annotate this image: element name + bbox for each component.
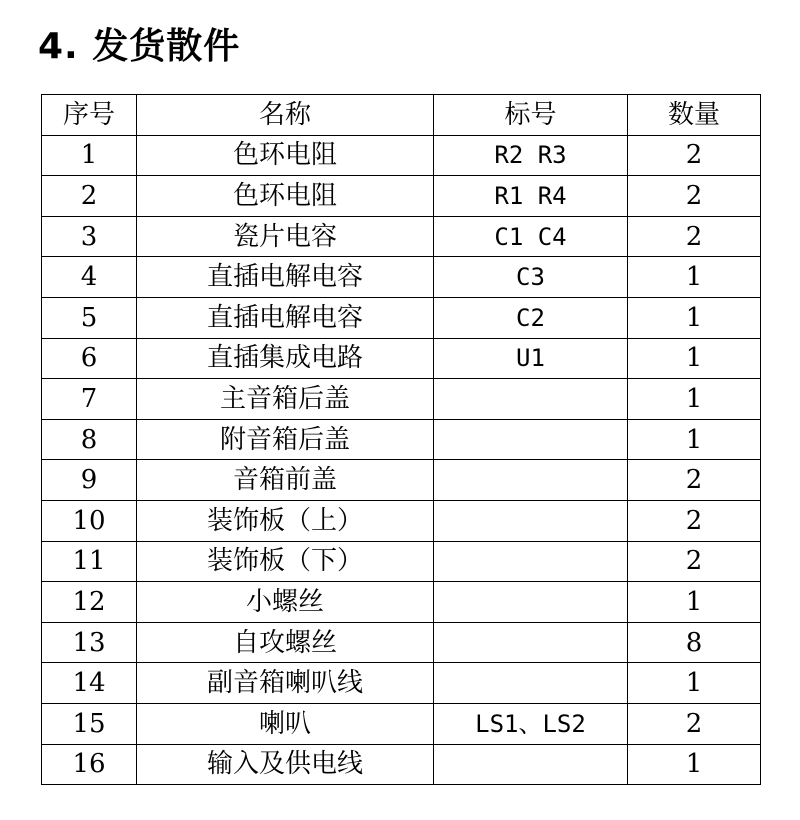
- table-row: [42, 703, 761, 744]
- cell-serial-number: 12: [42, 582, 137, 623]
- cell-name: 直插集成电路: [137, 338, 434, 379]
- table-row: [42, 379, 761, 420]
- cell-name: 直插电解电容: [137, 257, 434, 298]
- cell-quantity: 2: [628, 176, 761, 217]
- table-row: [42, 297, 761, 338]
- cell-quantity: 1: [628, 582, 761, 623]
- cell-quantity: 1: [628, 744, 761, 785]
- cell-serial-number: 13: [42, 622, 137, 663]
- header-serial-number: 序号: [42, 95, 137, 136]
- cell-designator: [434, 582, 628, 623]
- cell-serial-number: 15: [42, 703, 137, 744]
- cell-designator: [434, 541, 628, 582]
- cell-serial-number: 6: [42, 338, 137, 379]
- section-heading: 4. 发货散件: [38, 26, 241, 67]
- cell-quantity: 2: [628, 135, 761, 176]
- parts-table: [41, 94, 761, 785]
- cell-serial-number: 14: [42, 663, 137, 704]
- cell-serial-number: 9: [42, 460, 137, 501]
- cell-name: 直插电解电容: [137, 297, 434, 338]
- cell-quantity: 8: [628, 622, 761, 663]
- cell-serial-number: 7: [42, 379, 137, 420]
- table-row: [42, 744, 761, 785]
- cell-designator: LS1、LS2: [434, 703, 628, 744]
- cell-designator: C2: [434, 297, 628, 338]
- table-row: [42, 338, 761, 379]
- header-name: 名称: [137, 95, 434, 136]
- cell-quantity: 1: [628, 338, 761, 379]
- table-row: [42, 135, 761, 176]
- cell-name: 装饰板（下）: [137, 541, 434, 582]
- cell-designator: [434, 460, 628, 501]
- cell-quantity: 1: [628, 379, 761, 420]
- cell-quantity: 2: [628, 460, 761, 501]
- table-row: [42, 216, 761, 257]
- table-row: [42, 176, 761, 217]
- table-row: [42, 419, 761, 460]
- cell-designator: [434, 663, 628, 704]
- table-row: [42, 663, 761, 704]
- cell-designator: R2 R3: [434, 135, 628, 176]
- cell-quantity: 1: [628, 663, 761, 704]
- cell-quantity: 2: [628, 216, 761, 257]
- cell-name: 输入及供电线: [137, 744, 434, 785]
- table-row: [42, 622, 761, 663]
- cell-name: 主音箱后盖: [137, 379, 434, 420]
- cell-serial-number: 8: [42, 419, 137, 460]
- table-row: [42, 257, 761, 298]
- cell-name: 副音箱喇叭线: [137, 663, 434, 704]
- cell-designator: R1 R4: [434, 176, 628, 217]
- cell-serial-number: 11: [42, 541, 137, 582]
- cell-serial-number: 5: [42, 297, 137, 338]
- cell-designator: [434, 622, 628, 663]
- table-row: [42, 541, 761, 582]
- cell-serial-number: 10: [42, 500, 137, 541]
- cell-serial-number: 3: [42, 216, 137, 257]
- cell-quantity: 2: [628, 500, 761, 541]
- cell-name: 音箱前盖: [137, 460, 434, 501]
- cell-serial-number: 16: [42, 744, 137, 785]
- cell-designator: [434, 744, 628, 785]
- cell-name: 喇叭: [137, 703, 434, 744]
- cell-designator: C1 C4: [434, 216, 628, 257]
- table-row: [42, 460, 761, 501]
- cell-serial-number: 2: [42, 176, 137, 217]
- cell-name: 小螺丝: [137, 582, 434, 623]
- cell-name: 附音箱后盖: [137, 419, 434, 460]
- cell-name: 色环电阻: [137, 176, 434, 217]
- cell-name: 色环电阻: [137, 135, 434, 176]
- table-header-row: [42, 95, 761, 136]
- header-quantity: 数量: [628, 95, 761, 136]
- cell-designator: [434, 419, 628, 460]
- table-row: [42, 582, 761, 623]
- cell-serial-number: 4: [42, 257, 137, 298]
- cell-quantity: 2: [628, 541, 761, 582]
- cell-designator: [434, 500, 628, 541]
- cell-name: 自攻螺丝: [137, 622, 434, 663]
- cell-quantity: 1: [628, 297, 761, 338]
- cell-designator: [434, 379, 628, 420]
- header-designator: 标号: [434, 95, 628, 136]
- cell-quantity: 1: [628, 257, 761, 298]
- table-row: [42, 500, 761, 541]
- cell-name: 装饰板（上）: [137, 500, 434, 541]
- cell-designator: U1: [434, 338, 628, 379]
- cell-name: 瓷片电容: [137, 216, 434, 257]
- cell-quantity: 1: [628, 419, 761, 460]
- cell-quantity: 2: [628, 703, 761, 744]
- cell-serial-number: 1: [42, 135, 137, 176]
- cell-designator: C3: [434, 257, 628, 298]
